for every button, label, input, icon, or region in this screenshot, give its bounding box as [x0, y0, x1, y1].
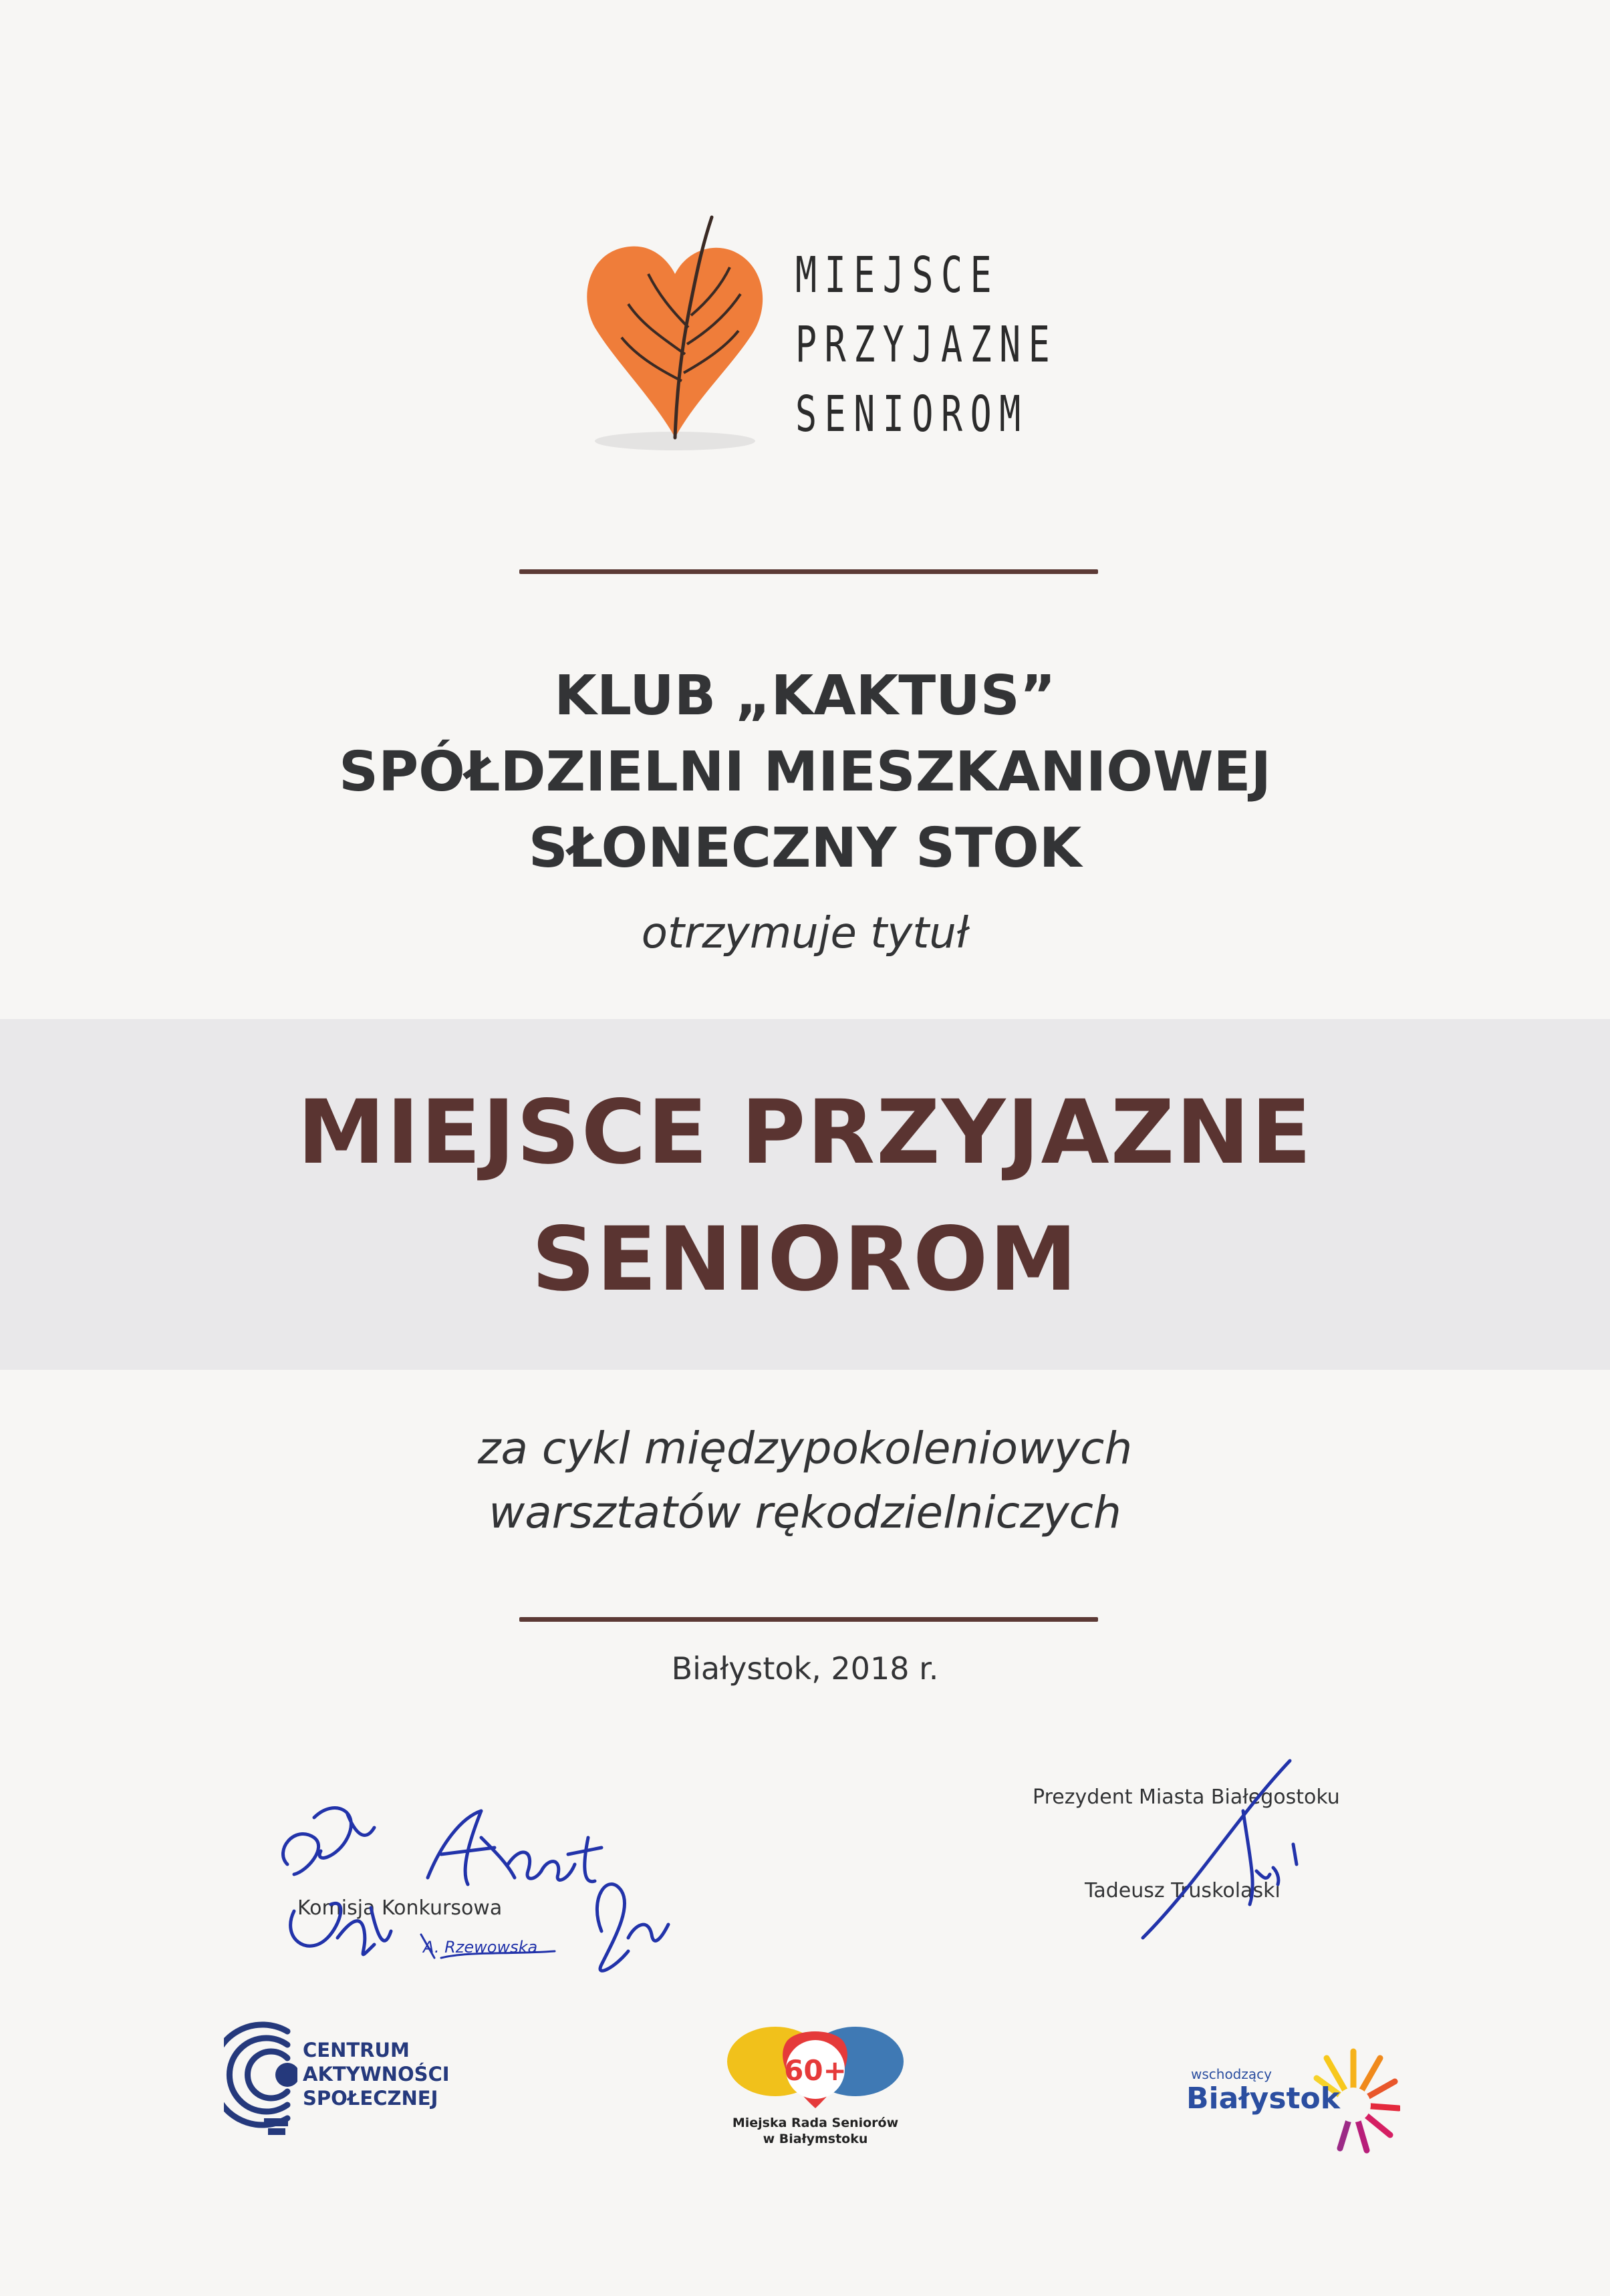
rada-text: [715, 2115, 916, 2147]
signature-committee-1: [283, 1808, 374, 1874]
rada-line-2: w Białymstoku: [763, 2132, 868, 2146]
cas-line-3: SPOŁECZNEJ: [303, 2087, 438, 2110]
org-line-1: KLUB „KAKTUS”: [554, 664, 1056, 728]
handwritten-signatures: [0, 1737, 1610, 2005]
organization-name: [0, 658, 1610, 887]
logo-line-3: SENIOROM: [795, 386, 1029, 443]
president-role: Prezydent Miasta Białegostoku: [1033, 1785, 1340, 1809]
committee-label: Komisja Konkursowa: [297, 1896, 503, 1920]
rada-badge-text: 60+: [784, 2054, 847, 2087]
award-line-1: MIEJSCE PRZYJAZNE: [297, 1081, 1313, 1184]
cas-line-2: AKTYWNOŚCI: [303, 2063, 450, 2086]
place-date: Białystok, 2018 r.: [671, 1651, 939, 1687]
rada-line-1: Miejska Rada Seniorów: [732, 2116, 899, 2130]
bialystok-wordmark: Białystok: [1186, 2082, 1341, 2116]
signature-committee-2-caption: A. Rzewowska: [423, 1938, 538, 1957]
divider-bottom: [519, 1617, 1098, 1622]
signature-committee-2: [428, 1811, 601, 1884]
president-name: Tadeusz Truskolaski: [1085, 1879, 1281, 1902]
cas-line-1: CENTRUM: [303, 2039, 410, 2061]
bialystok-tagline: wschodzący: [1191, 2066, 1272, 2082]
logo-cas: [224, 2018, 505, 2152]
signature-committee-3: [597, 1884, 668, 1971]
logo-rada-seniorow: [715, 2015, 916, 2158]
cas-emblem-icon: [224, 2018, 297, 2145]
org-line-2: SPÓŁDZIELNI MIESZKANIOWEJ: [339, 740, 1271, 804]
logo-bialystok: [1186, 2025, 1400, 2165]
reason-line-2: warsztatów rękodzielniczych: [489, 1487, 1121, 1538]
header-logo: [575, 200, 1083, 468]
divider-top: [519, 569, 1098, 574]
award-title: [0, 1069, 1610, 1323]
rada-emblem-icon: [723, 2015, 908, 2115]
reason-line-1: za cykl międzypokoleniowych: [477, 1423, 1133, 1474]
award-reason: [0, 1417, 1610, 1545]
leaf-icon: [575, 200, 775, 454]
logo-wordmark: [795, 241, 1058, 449]
receives-title-text: otrzymuje tytuł: [641, 909, 969, 958]
logo-line-1: MIEJSCE: [795, 247, 1000, 304]
logo-line-2: PRZYJAZNE: [795, 316, 1058, 374]
org-line-3: SŁONECZNY STOK: [528, 817, 1082, 880]
award-line-2: SENIOROM: [531, 1208, 1079, 1311]
cas-text: [303, 2038, 450, 2110]
